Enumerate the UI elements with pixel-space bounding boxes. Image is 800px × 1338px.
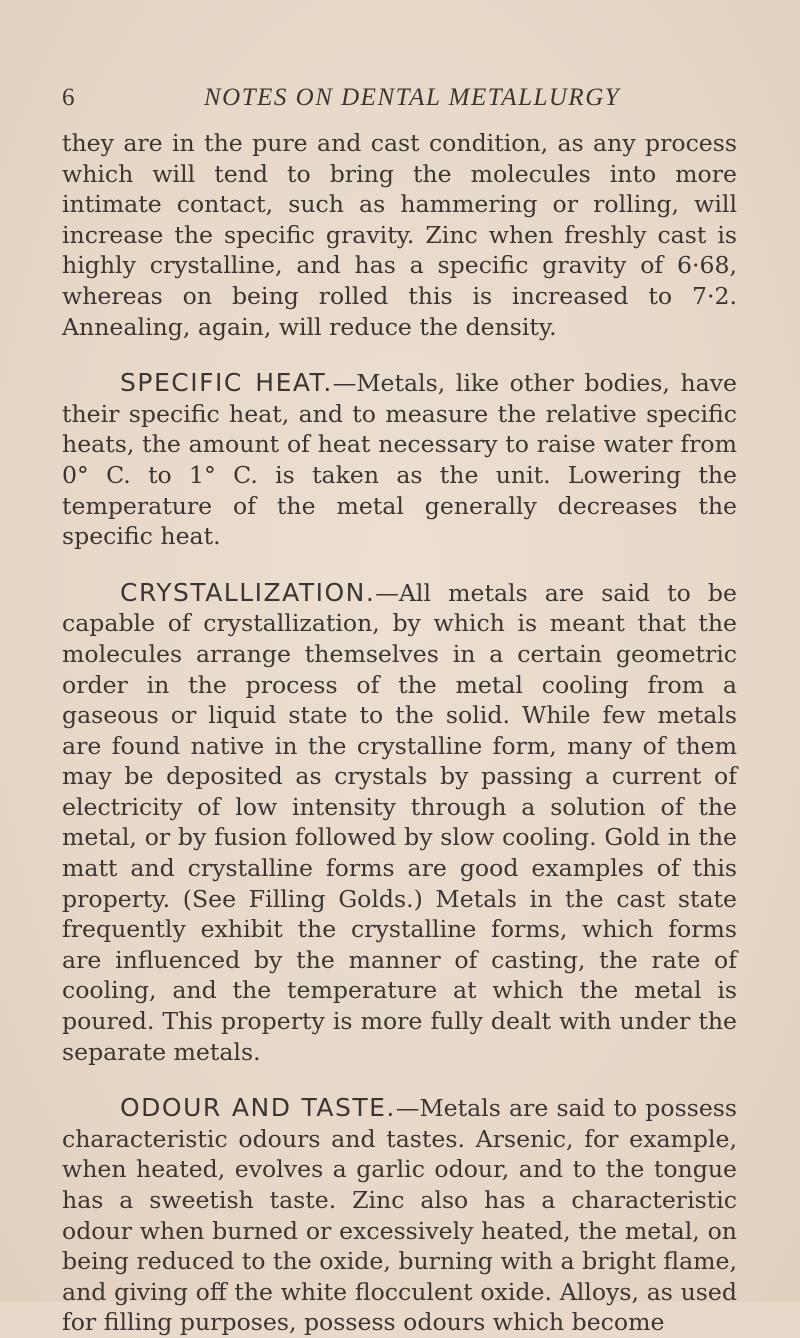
- paragraph-continued: [62, 128, 737, 342]
- page-header: [62, 84, 742, 118]
- paragraph-text: they are in the pure and cast condition, as any process which will tend to bring the molecules into more intimate contact, such as hammering or rolling, will increase the specific gravity. Zinc when freshly cast is highly crystalline, and has a specific gravity of 6·68, whereas on being rolled this is increased to 7·2. Annealing, again, will reduce the density.: [62, 129, 737, 341]
- paragraph-odour-and-taste: [62, 1093, 737, 1338]
- paragraph-crystallization: [62, 578, 737, 1068]
- section-heading-specific-heat: SPECIFIC HEAT.: [120, 368, 333, 398]
- body-text: [62, 128, 737, 1338]
- section-heading-crystallization: CRYSTALLIZATION.: [120, 577, 376, 607]
- section-heading-odour-and-taste: ODOUR AND TASTE.: [120, 1093, 396, 1123]
- paragraph-text: —Metals, like other bodies, have their specific heat, and to measure the relative specific heats, the amount of heat necessary to raise water from 0° C. to 1° C. is taken as the unit. Lowering the temperature of the metal generally decreases the specific heat.: [62, 369, 737, 551]
- paragraph-text: —Metals are said to possess characteristic odours and tastes. Arsenic, for example, when heated, evolves a garlic odour, and to the tongue has a sweetish taste. Zinc also has a characteristic odour when burned or excessively heated, the metal, on being reduced to the oxide, burning with a bright flame, and giving off the white flocculent oxide. Alloys, as used for filling purposes, possess odours which become: [62, 1094, 738, 1337]
- page-number: 6: [62, 84, 75, 111]
- paragraph-text: —All metals are said to be capable of crystallization, by which is meant that the molecules arrange themselves in a certain geometric order in the process of the metal cooling from a gaseous or liquid state to the solid. While few metals are found native in the crystalline form, many of them may be deposited as crystals by passing a current of electricity of low intensity through a solution of the metal, or by fusion followed by slow cooling. Gold in the matt and crystalline forms are good examples of this property. (See Filling Golds.) Metals in the cast state frequently exhibit the crystalline forms, which forms are influenced by the manner of casting, the rate of cooling, and the temperature at which the metal is poured. This property is more fully dealt with under the separate metals.: [62, 578, 737, 1066]
- running-title: NOTES ON DENTAL METALLURGY: [204, 84, 621, 111]
- paragraph-specific-heat: [62, 368, 737, 552]
